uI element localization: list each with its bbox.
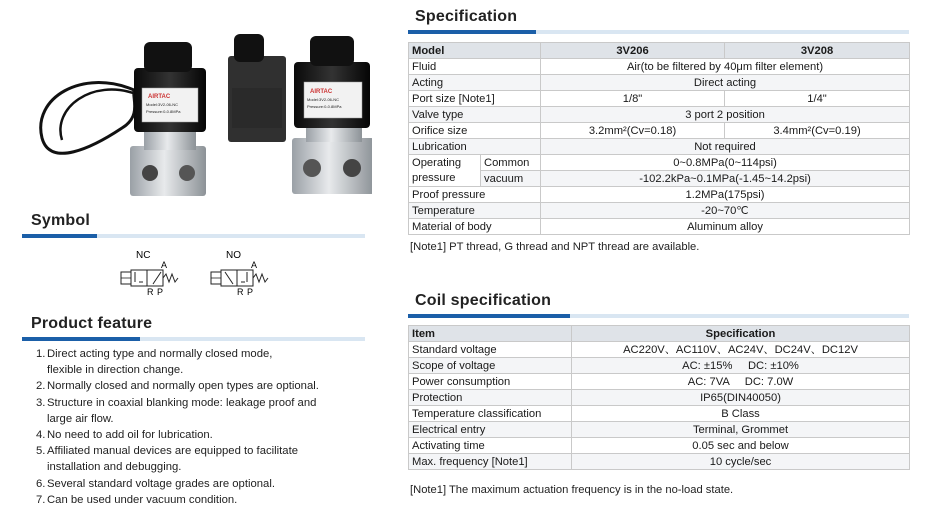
spec-row-operating-vacuum: vacuum -102.2kPa~0.1MPa(-1.45~14.2psi) <box>409 171 910 187</box>
spec-row-port-size: Port size [Note1] 1/8" 1/4" <box>409 91 910 107</box>
spec-header-row <box>409 43 910 59</box>
nc-symbol <box>117 248 183 296</box>
spec-note: [Note1] PT thread, G thread and NPT thread are available. <box>410 241 700 253</box>
coil-header-row <box>409 326 910 342</box>
coil-row: Protection IP65(DIN40050) <box>409 390 910 406</box>
coil-row: Scope of voltage AC: ±15% DC: ±10% <box>409 358 910 374</box>
feature-item: 1. Direct acting type and normally closed mode, flexible in direction change. <box>36 348 273 377</box>
coil-row: Activating time 0.05 sec and below <box>409 438 910 454</box>
feature-heading: Product feature <box>31 315 153 332</box>
spec-row-material: Material of body Aluminum alloy <box>409 219 910 235</box>
coil-row: Max. frequency [Note1] 10 cycle/sec <box>409 454 910 470</box>
symbol-heading: Symbol <box>31 212 90 229</box>
nc-label: NC <box>136 250 151 261</box>
spec-heading-bar <box>408 30 909 34</box>
feature-item: 6. Several standard voltage grades are optional. <box>36 477 275 490</box>
spec-row-lubrication: Lubrication Not required <box>409 139 910 155</box>
feature-item: 3. Structure in coaxial blanking mode: leakage proof and large air flow. <box>36 396 317 425</box>
coil-heading: Coil specification <box>415 292 552 309</box>
spec-row-operating-common: Operating pressure Common 0~0.8MPa(0~114psi) <box>409 155 910 171</box>
spec-row-proof-pressure: Proof pressure 1.2MPa(175psi) <box>409 187 910 203</box>
nc-port-r: R <box>147 287 154 296</box>
nc-port-p: P <box>157 287 164 296</box>
spec-row-valve-type: Valve type 3 port 2 position <box>409 107 910 123</box>
spec-row-acting: Acting Direct acting <box>409 75 910 91</box>
coil-heading-bar <box>408 314 909 318</box>
no-port-a: A <box>251 260 258 270</box>
spec-header-model: Model <box>409 43 541 59</box>
feature-list <box>36 346 366 508</box>
no-port-r: R <box>237 287 244 296</box>
coil-header-item: Item <box>409 326 572 342</box>
coil-row: Electrical entry Terminal, Grommet <box>409 422 910 438</box>
feature-item: 4. No need to add oil for lubrication. <box>36 429 213 442</box>
spec-header-3v206: 3V206 <box>541 43 725 59</box>
coil-note: [Note1] The maximum actuation frequency is in the no-load state. <box>410 484 734 496</box>
coil-row: Standard voltage AC220V、AC110V、AC24V、DC24V、DC12V <box>409 342 910 358</box>
spec-table <box>408 42 910 235</box>
feature-item: 2. Normally closed and normally open types are optional. <box>36 380 319 393</box>
feature-item: 5. Affiliated manual devices are equipped to facilitate installation and debugging. <box>36 445 298 474</box>
nc-port-a: A <box>161 260 168 270</box>
coil-header-spec: Specification <box>572 326 910 342</box>
coil-row: Power consumption AC: 7VA DC: 7.0W <box>409 374 910 390</box>
spec-row-temperature: Temperature -20~70℃ <box>409 203 910 219</box>
brand-label-right: AIRTAC <box>310 89 333 95</box>
coil-table <box>408 325 910 470</box>
spec-row-fluid: Fluid Air(to be filtered by 40μm filter element) <box>409 59 910 75</box>
operating-pressure-label: Operating pressure <box>409 155 481 187</box>
feature-item: 7. Can be used under vacuum condition. <box>36 493 238 506</box>
no-port-p: P <box>247 287 254 296</box>
feature-heading-bar <box>22 337 365 341</box>
spec-header-3v208: 3V208 <box>725 43 910 59</box>
no-label: NO <box>226 250 241 261</box>
model-label-left: Model:3V2-06-NC <box>146 102 179 107</box>
no-symbol <box>207 248 273 296</box>
model-label-right: Model:3V2-06-NC <box>307 97 340 102</box>
spec-heading: Specification <box>415 8 518 25</box>
symbol-heading-bar <box>22 234 365 238</box>
coil-row: Temperature classification B Class <box>409 406 910 422</box>
brand-label-left: AIRTAC <box>148 94 171 100</box>
spec-row-orifice: Orifice size 3.2mm²(Cv=0.18) 3.4mm²(Cv=0.19) <box>409 123 910 139</box>
pressure-label-left: Pressure:0-0.8MPa <box>146 109 181 114</box>
pressure-label-right: Pressure:0-0.8MPa <box>307 104 342 109</box>
product-photo <box>22 28 372 200</box>
